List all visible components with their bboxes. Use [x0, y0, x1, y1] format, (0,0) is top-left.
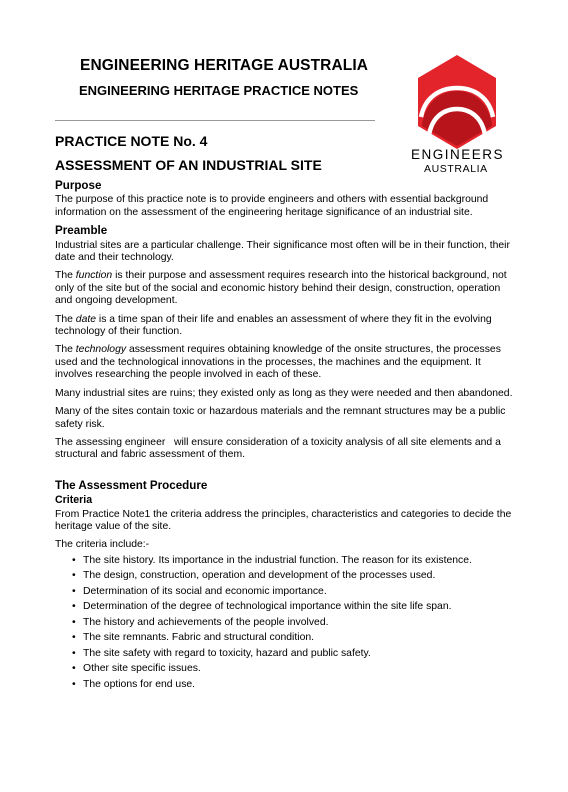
preamble-paragraph-1: Industrial sites are a particular challenge. Their significance most often will be in their function, their date and their technology. [55, 239, 510, 264]
list-item: • Determination of its social and economic importance. [83, 586, 515, 598]
list-item: • Other site specific issues. [83, 663, 515, 675]
preamble-paragraph-toxic: Many of the sites contain toxic or hazardous materials and the remnant structures may be a public safety risk. [55, 406, 506, 430]
preamble-paragraph-function: The function is their purpose and assessment requires research into the historical background, not only of the site but of the social and economic history behind their design, construction, operation and ongoing development. [55, 270, 507, 307]
header-series: ENGINEERING HERITAGE PRACTICE NOTES [79, 83, 359, 98]
preamble-paragraph-technology: The technology assessment requires obtaining knowledge of the onsite structures, the processes used and the technological innovations in the processes, the machines and the equipment. It involves researching the people involved in each of these. [55, 344, 501, 381]
document-body [55, 180, 515, 694]
preamble-paragraph-ruins: Many industrial sites are ruins; they existed only as long as they were needed and then abandoned. [55, 387, 513, 399]
preamble-heading: Preamble [55, 224, 108, 238]
list-item: • The site remnants. Fabric and structural condition. [83, 632, 515, 644]
procedure-heading: The Assessment Procedure [55, 478, 208, 492]
term-function: function [75, 270, 113, 282]
header-org: ENGINEERING HERITAGE AUSTRALIA [80, 57, 369, 74]
purpose-text: The purpose of this practice note is to provide engineers and others with essential background information on the assessment of the engineering heritage significance of an industrial site. [55, 194, 489, 218]
list-item: • The site safety with regard to toxicity, hazard and public safety. [83, 648, 515, 660]
preamble-paragraph-assessing: The assessing engineer will ensure consideration of a toxicity analysis of all site elements and a structural and fabric assessment of them. [55, 436, 504, 461]
list-item: • The options for end use. [83, 679, 515, 691]
criteria-intro: From Practice Note1 the criteria address the principles, characteristics and categories to decide the heritage value of the site. [55, 508, 512, 532]
criteria-subheading: Criteria [55, 494, 93, 507]
preamble-paragraph-date: The date is a time span of their life and enables an assessment of where they fit in the evolving technology of their function. [55, 313, 492, 338]
list-item: • The site history. Its importance in the industrial function. The reason for its existence. [83, 555, 515, 567]
term-technology: technology [75, 344, 127, 356]
criteria-lead: The criteria include:- [55, 539, 150, 551]
practice-note-number: PRACTICE NOTE No. 4 [55, 133, 208, 149]
logo-text-australia: AUSTRALIA [424, 163, 488, 175]
list-item: • Determination of the degree of technological importance within the site life span. [83, 601, 515, 613]
practice-note-title: ASSESSMENT OF AN INDUSTRIAL SITE [55, 157, 322, 173]
purpose-heading: Purpose [55, 179, 102, 192]
engineers-australia-logo-icon [418, 55, 496, 149]
list-item: • The design, construction, operation and development of the processes used. [83, 570, 515, 582]
term-date: date [75, 313, 97, 325]
criteria-list [55, 555, 515, 691]
logo-text-engineers: ENGINEERS [411, 147, 505, 162]
header-divider [55, 120, 375, 121]
list-item: • The history and achievements of the people involved. [83, 617, 515, 629]
